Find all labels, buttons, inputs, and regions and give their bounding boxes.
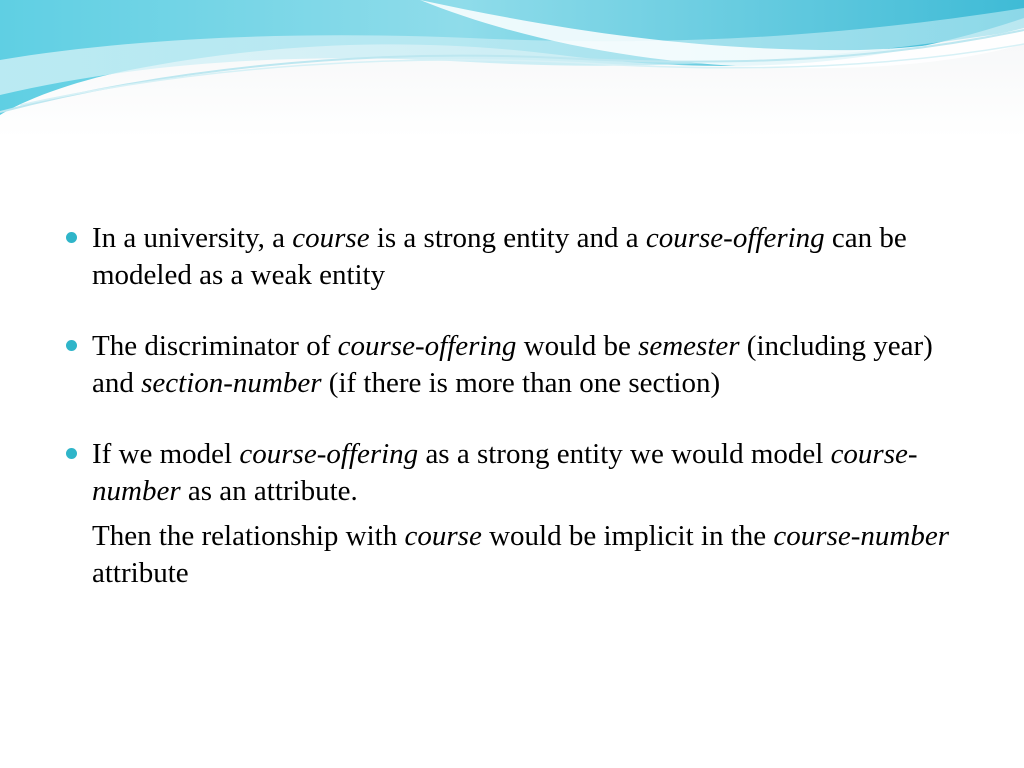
bullet-dot-icon (66, 448, 77, 459)
bullet-1-text: In a university, a course is a strong entity and a course-offering can be modeled as a weak entity (92, 222, 907, 291)
header-wave-decoration (0, 0, 1024, 130)
slide-body (64, 220, 964, 592)
bullet-item-1 (64, 220, 964, 294)
bullet-2-text: The discriminator of course-offering would be semester (including year) and section-number (if there is more than one section) (92, 330, 933, 399)
bullet-dot-icon (66, 340, 77, 351)
bullet-3-text: If we model course-offering as a strong entity we would model course-number as an attribute. (92, 438, 918, 507)
bullet-dot-icon (66, 232, 77, 243)
bullet-item-3 (64, 436, 964, 510)
continuation-paragraph: Then the relationship with course would be implicit in the course-number attribute (92, 520, 949, 589)
bullet-item-2 (64, 328, 964, 402)
